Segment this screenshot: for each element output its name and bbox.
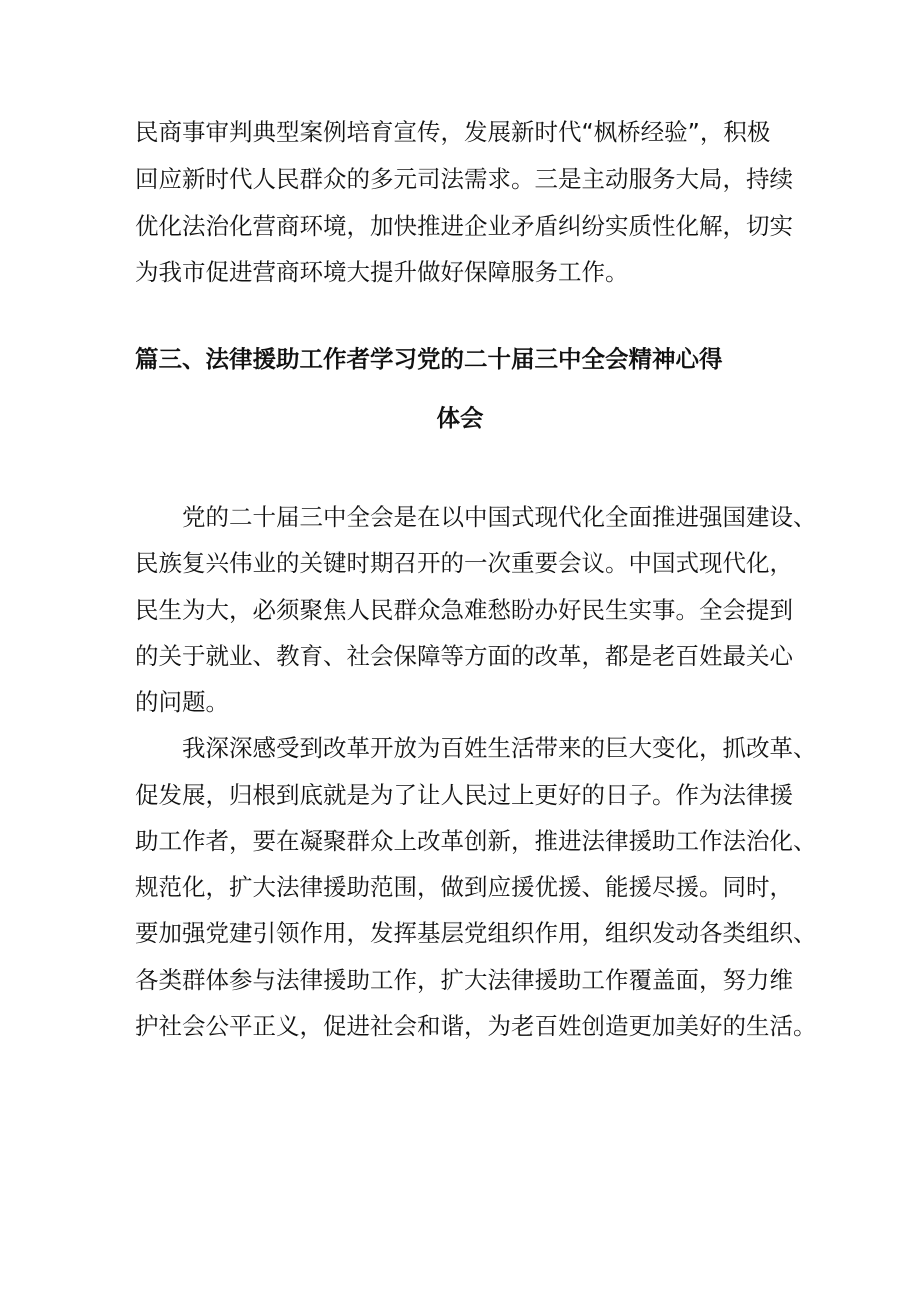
continuation-line-4: 为我市促进营商环境大提升做好保障服务工作。 bbox=[135, 258, 629, 286]
paragraph2-line-3: 助工作者，要在凝聚群众上改革创新，推进法律援助工作法治化、 bbox=[135, 827, 817, 855]
paragraph2-line-2: 促发展，归根到底就是为了让人民过上更好的日子。作为法律援 bbox=[135, 781, 793, 809]
continuation-line-1: 民商事审判典型案例培育宣传，发展新时代“枫桥经验”，积极 bbox=[135, 118, 771, 146]
paragraph1-line-2: 民族复兴伟业的关键时期召开的一次重要会议。中国式现代化， bbox=[135, 549, 793, 577]
paragraph1-line-4: 的关于就业、教育、社会保障等方面的改革，都是老百姓最关心 bbox=[135, 642, 793, 670]
paragraph2-line-7: 护社会公平正义，促进社会和谐，为老百姓创造更加美好的生活。 bbox=[135, 1012, 817, 1040]
paragraph1-line-3: 民生为大，必须聚焦人民群众急难愁盼办好民生实事。全会提到 bbox=[135, 596, 793, 624]
continuation-line-3: 优化法治化营商环境，加快推进企业矛盾纠纷实质性化解，切实 bbox=[135, 212, 793, 240]
paragraph2-line-5: 要加强党建引领作用，发挥基层党组织作用，组织发动各类组织、 bbox=[135, 919, 817, 947]
section-title-line-1: 篇三、法律援助工作者学习党的二十届三中全会精神心得 bbox=[135, 345, 723, 373]
paragraph2-line-6: 各类群体参与法律援助工作，扩大法律援助工作覆盖面，努力维 bbox=[135, 966, 793, 994]
paragraph1-line-1: 党的二十届三中全会是在以中国式现代化全面推进强国建设、 bbox=[182, 503, 817, 531]
paragraph2-line-4: 规范化，扩大法律援助范围，做到应援优援、能援尽援。同时， bbox=[135, 873, 793, 901]
paragraph1-line-5: 的问题。 bbox=[135, 688, 229, 716]
continuation-line-2: 回应新时代人民群众的多元司法需求。三是主动服务大局，持续 bbox=[135, 165, 793, 193]
paragraph2-line-1: 我深深感受到改革开放为百姓生活带来的巨大变化，抓改革、 bbox=[182, 734, 817, 762]
section-title-line-2: 体会 bbox=[436, 404, 484, 432]
